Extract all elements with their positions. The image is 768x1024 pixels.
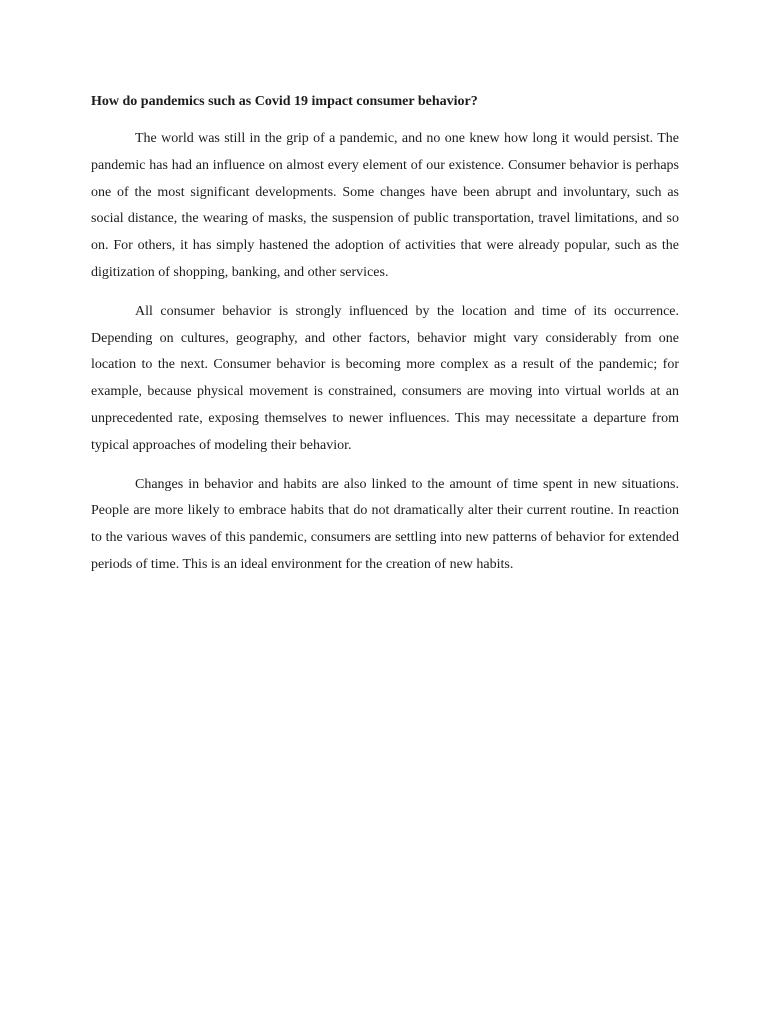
paragraph-2: All consumer behavior is strongly influenced by the location and time of its occurrence. Depending on cultures, geography, and other factors, behavior might vary considerably from one location to the next. Consumer behavior is becoming more complex as a result of the pandemic; for example, because physical movement is constrained, consumers are moving into virtual worlds at an unprecedented rate, exposing themselves to newer influences. This may necessitate a departure from typical approaches of modeling their behavior. — [91, 303, 679, 453]
paragraph-1: The world was still in the grip of a pandemic, and no one knew how long it would persist. The pandemic has had an influence on almost every element of our existence. Consumer behavior is perhaps one of the most significant developments. Some changes have been abrupt and involuntary, such as social distance, the wearing of masks, the suspension of public transportation, travel limitations, and so on. For others, it has simply hastened the adoption of activities that were already popular, such as the digitization of shopping, banking, and other services. — [91, 131, 679, 280]
document-body — [91, 92, 679, 591]
document-title: How do pandemics such as Covid 19 impact consumer behavior? — [91, 94, 478, 109]
paragraph-3: Changes in behavior and habits are also linked to the amount of time spent in new situations. People are more likely to embrace habits that do not dramatically alter their current routine. In reaction to the various waves of this pandemic, consumers are settling into new patterns of behavior for extended periods of time. This is an ideal environment for the creation of new habits. — [91, 476, 679, 572]
